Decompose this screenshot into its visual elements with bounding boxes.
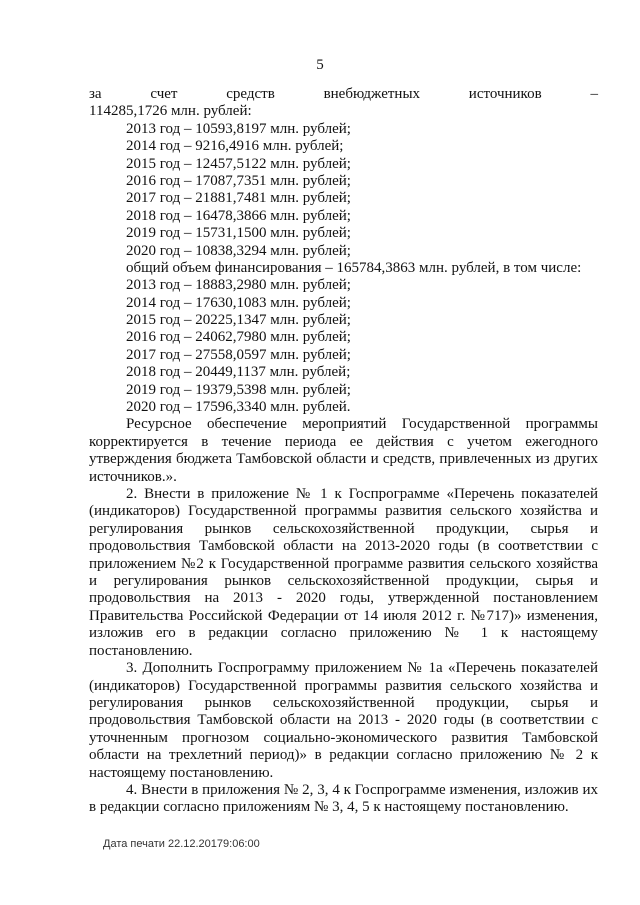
year-line: 2014 год – 9216,4916 млн. рублей; xyxy=(126,138,344,155)
year-line: 2017 год – 21881,7481 млн. рублей; xyxy=(126,190,351,207)
extra-budget-total: 114285,1726 млн. рублей: xyxy=(89,103,252,120)
year-line: 2018 год – 16478,3866 млн. рублей; xyxy=(126,207,351,224)
extra-budget-year-list xyxy=(89,121,598,260)
paragraphs xyxy=(89,416,598,816)
year-line: 2017 год – 27558,0597 млн. рублей; xyxy=(126,346,351,363)
intro-dash: – xyxy=(590,86,598,102)
year-line: 2019 год – 19379,5398 млн. рублей; xyxy=(126,381,351,398)
year-line: 2015 год – 12457,5122 млн. рублей; xyxy=(126,155,351,172)
paragraph-item-4: 4. Внести в приложения № 2, 3, 4 к Госпрограмме изменения, изложив их в редакции согласно приложениям № 3, 4, 5 к настоящему постановлению. xyxy=(89,781,598,816)
year-line: 2019 год – 15731,1500 млн. рублей; xyxy=(126,225,351,242)
year-line: 2016 год – 17087,7351 млн. рублей; xyxy=(126,172,351,189)
paragraph-item-2: 2. Внести в приложение № 1 к Госпрограмме «Перечень показателей (индикаторов) Государственной программы развития сельского хозяйства и регулирования рынков сельскохозяйственной продукции, сырья и продовольствия Тамбовской области на 2013-2020 годы (в соответствии с приложением №2 к Государственной программе развития сельского хозяйства и регулирования рынков сельскохозяйственной продукции, сырья и продовольствия на 2013 - 2020 годы, утвержденной постановлением Правительства Российской Федерации от 14 июля 2012 г. №717)» изменения, изложив его в редакции согласно приложению № 1 к настоящему постановлению. xyxy=(89,486,598,659)
page-number: 5 xyxy=(316,57,324,73)
total-financing-line: общий объем финансирования – 165784,3863 млн. рублей, в том числе: xyxy=(126,259,582,276)
document-body xyxy=(89,86,598,817)
year-line: 2013 год – 18883,2980 млн. рублей; xyxy=(126,277,351,294)
intro-word: средств xyxy=(226,86,275,102)
intro-word: источников xyxy=(468,86,542,102)
intro-word: за xyxy=(89,86,102,102)
year-line: 2016 год – 24062,7980 млн. рублей; xyxy=(126,329,351,346)
intro-line xyxy=(89,86,598,103)
intro-word: внебюджетных xyxy=(323,86,421,102)
paragraph-item-3: 3. Дополнить Госпрограмму приложением № 1а «Перечень показателей (индикаторов) Государственной программы развития сельского хозяйства и регулирования рынков сельскохозяйственной продукции, сырья и продовольствия Тамбовской области на 2013 - 2020 годы (в соответствии с уточненным прогнозом социально-экономического развития Тамбовской области на трехлетний период)» в редакции согласно приложению № 2 к настоящему постановлению. xyxy=(89,660,598,781)
total-year-list xyxy=(89,277,598,416)
year-line: 2015 год – 20225,1347 млн. рублей; xyxy=(126,312,351,329)
year-line: 2014 год – 17630,1083 млн. рублей; xyxy=(126,294,351,311)
print-date-footer: Дата печати 22.12.20179:06:00 xyxy=(103,838,260,850)
year-line: 2020 год – 17596,3340 млн. рублей. xyxy=(126,399,351,416)
year-line: 2013 год – 10593,8197 млн. рублей; xyxy=(126,120,351,137)
intro-word: счет xyxy=(150,86,178,102)
year-line: 2020 год – 10838,3294 млн. рублей; xyxy=(126,242,351,259)
paragraph-resource: Ресурсное обеспечение мероприятий Государственной программы корректируется в течение периода ее действия с учетом ежегодного утверждения бюджета Тамбовской области и средств, привлеченных из других источников.». xyxy=(89,416,598,485)
year-line: 2018 год – 20449,1137 млн. рублей; xyxy=(126,364,351,381)
